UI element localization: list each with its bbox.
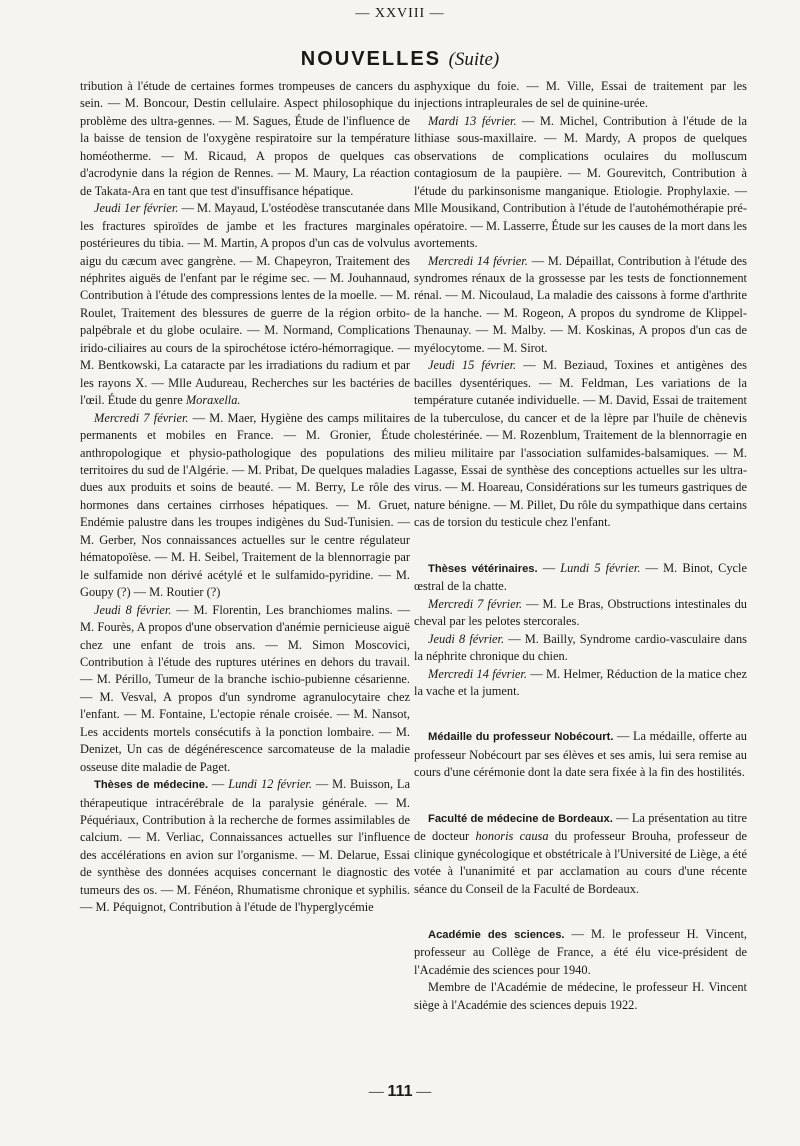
date: Mercredi 7 février. <box>94 410 189 425</box>
paragraph: Jeudi 8 février. — M. Florentin, Les branchiomes malins. — M. Fourès, A propos d'une observation d'anémie pernicieuse aiguë chez une enfant de trois ans. — M. Simon Moscovici, Contribution à l'étude des ruptures utérines en dehors du travail. — M. Périllo, Tumeur de la branche ischio-pubienne césarienne. — M. Vesval, A propos d'un syndrome agranulocytaire chez l'enfant. — M. Fontaine, L'ectopie rénale croisée. — M. Nansot, Les accidents mortels consécutifs à la ponction lombaire. — M. Denizet, Un cas de dégénérescence sarcomateuse de la maladie osseuse dite maladie de Paget. <box>80 602 410 774</box>
section-title: NOUVELLES <box>300 48 442 70</box>
paragraph: Jeudi 1er février. — M. Mayaud, L'ostéodèse transcutanée dans les fractures spiroïdes de jambe et les fractures marginales postérieures du tibia. — M. Martin, A propos d'un cas de volvulus aigu du cæcum avec gangrène. — M. Chapeyron, Traitement des néphrites aiguës de l'enfant par le régime sec. — M. Jouhannaud, Contribution à l'étude des compressions lentes de la moelle. — M. Roulet, Traitement des blessures de guerre de la région orbito-palpébrale et du globe oculaire. — M. Normand, Complications irido-ciliaires au cours de la spirochétose ictéro-hémorragique. — M. Bentkowski, La cataracte par les irradiations du radium et par les rayons X. — Mlle Audureau, Recherches sur les bactéries de l'œil. Étude du genre Moraxella. <box>80 201 410 408</box>
right-column <box>414 78 747 1014</box>
date: Jeudi 1er février. <box>94 201 179 216</box>
section-title-suite: (Suite) <box>448 49 500 70</box>
paragraph: Jeudi 8 février. — M. Bailly, Syndrome cardio-vasculaire dans la néphrite chronique du chien. <box>414 631 747 664</box>
paragraph: Académie des sciences. — M. le professeur H. Vincent, professeur au Collège de France, a été élu vice-président de l'Académie des sciences pour 1940. <box>414 927 747 977</box>
date: Jeudi 15 février. <box>428 358 517 373</box>
paragraph: Mardi 13 février. — M. Michel, Contribution à l'étude de la lithiase sous-maxillaire. — M. Mardy, A propos de quelques observations de complications oculaires du molluscum contagiosum de la paupière. — M. Gourevitch, Contribution à l'étude du parkinsonisme manganique. Etiologie. Prophylaxie. — Mlle Mousikand, Contribution à l'étude de l'autohémothérapie pré-opératoire. — M. Lasserre, Étude sur les causes de la mort dans les avortements. <box>414 113 747 251</box>
page-title <box>0 48 800 71</box>
section-heading: Faculté de médecine de Bordeaux. <box>428 812 613 825</box>
paragraph: Membre de l'Académie de médecine, le professeur H. Vincent siège à l'Académie des sciences depuis 1922. <box>414 980 747 1012</box>
paragraph: Mercredi 14 février. — M. Helmer, Réduction de la matice chez la vache et la jument. <box>414 666 747 698</box>
section-heading: Académie des sciences. <box>428 929 565 942</box>
running-head-roman: — XXVIII — <box>355 6 445 21</box>
date: Lundi 5 février. <box>560 560 641 575</box>
paragraph: Thèses vétérinaires. — Lundi 5 février. — M. Binot, Cycle œstral de la chatte. <box>414 560 747 594</box>
page-number-value: 111 <box>387 1083 413 1100</box>
date: Lundi 12 février. <box>228 777 312 792</box>
page-number: — 111 — <box>368 1083 432 1100</box>
paragraph: Jeudi 15 février. — M. Beziaud, Toxines et antigènes des bacilles dysentériques. — M. Feldman, Les variations de la température cutanée individuelle. — M. David, Essai de traitement de la tuberculose, du cancer et de la lèpre par l'huile de chènevis cholestérinée. — M. Rozenblum, Traitement de la blennorragie en milieu militaire par l'association sulfamides-balsamiques. — M. Lagasse, Essai de synthèse des conceptions actuelles sur les ultra-virus. — M. Hoareau, Considérations sur les tumeurs gastriques de nature bénigne. — M. Pillet, Du rôle du sympathique dans certains cas de torsion du testicule chez l'enfant. <box>414 358 747 530</box>
left-column <box>80 78 410 917</box>
date: Mercredi 14 février. <box>428 666 527 681</box>
section-heading: Thèses de médecine. <box>94 779 209 792</box>
paragraph: tribution à l'étude de certaines formes trompeuses de cancers du sein. — M. Boncour, Destin cellulaire. Aspect philosophique du problème des ultra-gennes. — M. Sagues, Étude de l'influence de la baisse de tension de l'oxygène respiratoire sur la température homéotherme. — M. Ricaud, A propos de quelques cas d'acrodynie dans la région de Rennes. — M. Maury, La réaction de Takata-Ara en tant que test d'insuffisance hépatique. <box>80 79 410 198</box>
paragraph: Thèses de médecine. — Lundi 12 février. — M. Buisson, La thérapeutique intracérébrale de la paralysie générale. — M. Péquériaux, Contribution à la recherche de formes assimilables de calcium. — M. Verliac, Connaissances actuelles sur l'influence des accélérations en avion sur l'organisme. — M. Delarue, Essai de synthèse des données acquises concernant le diagnostic des tumeurs des os. — M. Fénéon, Rhumatisme chronique et syphilis. — M. Péquignot, Contribution à l'étude de l'hyperglycémie <box>80 777 410 915</box>
date: Jeudi 8 février. <box>94 602 172 617</box>
paragraph: Faculté de médecine de Bordeaux. — La présentation au titre de docteur honoris causa du professeur Brouha, professeur de clinique gynécologique et obstétricale à l'Université de Liège, a été votée à l'unanimité et par acclamation au cours d'une récente séance du Conseil de la Faculté de Bordeaux. <box>414 810 748 896</box>
paragraph: Mercredi 7 février. — M. Le Bras, Obstructions intestinales du cheval par les pelotes stercorales. <box>414 596 748 629</box>
date: Mercredi 7 février. <box>428 596 523 611</box>
date: Mercredi 14 février. <box>428 253 528 268</box>
date: Jeudi 8 février. <box>428 631 505 646</box>
paragraph: Mercredi 14 février. — M. Dépaillat, Contribution à l'étude des syndromes rénaux de la grossesse par les tests de fonctionnement rénal. — M. Nicoulaud, La maladie des caissons à forme d'arthrite de la hanche. — M. Rogeon, A propos du syndrome de Klippel-Thenaunay. — M. Malby. — M. Koskinas, A propos d'un cas de myélocytome. — M. Sirot. <box>414 253 747 355</box>
section-heading: Médaille du professeur Nobécourt. <box>428 731 614 744</box>
paragraph: Mercredi 7 février. — M. Maer, Hygiène des camps militaires permanents et mobiles en France. — M. Gronier, Étude anthropologique et physio-pathologique des populations des territoires du sud de l'Algérie. — M. Pribat, De quelques maladies dues aux produits et soins de beauté. — M. Berry, Le rôle des hormones dans certaines cirrhoses hépatiques. — M. Gruet, Endémie palustre dans les troupes indigènes du Sud-Tunisien. — M. Gerber, Nos connaissances actuelles sur le centre régulateur hématopoïèse. — M. H. Seibel, Traitement de la blennorragie par le sulfamide non dérivé acétylé et le sulfamido-pyridine. — M. Goupy (?) — M. Routier (?) <box>80 410 410 600</box>
paragraph: asphyxique du foie. — M. Ville, Essai de traitement par les injections intrapleurales de sel de quinine-urée. <box>414 79 747 111</box>
date: Mardi 13 février. <box>428 113 517 128</box>
paragraph: Médaille du professeur Nobécourt. — La médaille, offerte au professeur Nobécourt par ses élèves et ses amis, lui sera remise au cours d'une cérémonie dont la date sera fixée à la fin des hostilités. <box>414 729 747 780</box>
section-heading: Thèses vétérinaires. <box>428 562 538 575</box>
